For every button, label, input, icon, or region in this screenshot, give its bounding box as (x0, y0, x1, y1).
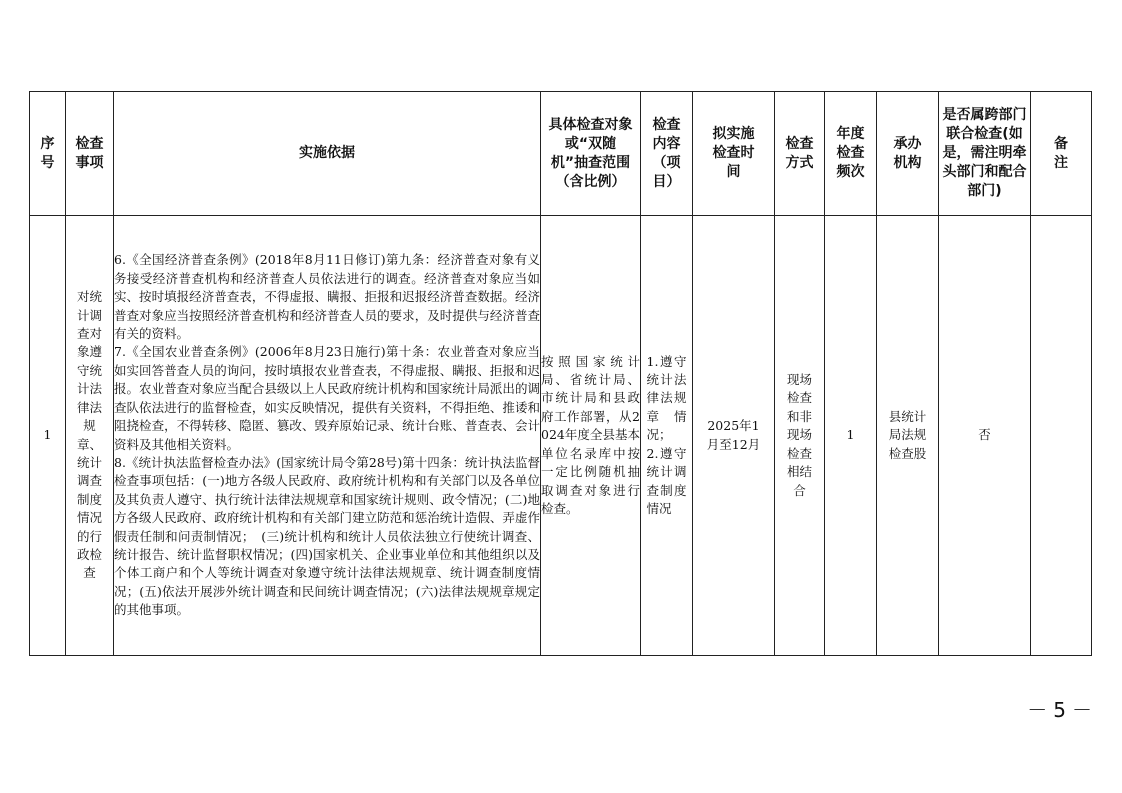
header-scope: 具体检查对象或“双随机”抽查范围（含比例） (541, 92, 641, 216)
header-content: 检查内容（项目） (641, 92, 693, 216)
cell-seq: 1 (30, 216, 66, 656)
page-number: －5－ (1027, 698, 1098, 722)
cell-freq: 1 (825, 216, 877, 656)
header-row (30, 92, 1092, 216)
cell-content (641, 216, 693, 656)
cell-basis (114, 216, 541, 656)
header-joint: 是否属跨部门联合检查(如是，需注明牵头部门和配合部门) (939, 92, 1031, 216)
cell-time: 2025年1月至12月 (693, 216, 775, 656)
basis-clause: 7.《全国农业普查条例》(2006年8月23日施行)第十条：农业普查对象应当如实回答普查人员的询问，按时填报农业普查表，不得虚报、瞒报、拒报和迟报。农业普查对象应当配合县级以上人民政府统计机构和国家统计局派出的调查队依法进行的监督检查，如实反映情况，提供有关资料，不得拒绝、推诿和阻挠检查，不得转移、隐匿、篡改、毁弃原始记录、统计台账、普查表、会计资料及其他相关资料。 (114, 344, 540, 452)
header-method: 检查方式 (775, 92, 825, 216)
header-freq: 年度检查频次 (825, 92, 877, 216)
content-item: 1.遵守统计法律法规章情况； (646, 353, 687, 443)
cell-item: 对统计调查对象遵守统计法律法规章、统计调查制度情况的行政检查 (66, 216, 114, 656)
cell-org: 县统计局法规检查股 (877, 216, 939, 656)
content-item: 2.遵守统计调查制度情况 (646, 445, 687, 516)
inspection-plan-table (29, 91, 1092, 656)
header-basis: 实施依据 (114, 92, 541, 216)
cell-joint: 否 (939, 216, 1031, 656)
header-time: 拟实施检查时间 (693, 92, 775, 216)
cell-scope: 按照国家统计局、省统计局、市统计局和县政府工作部署，从2024年度全县基本单位名录库中按一定比例随机抽取调查对象进行检查。 (541, 216, 641, 656)
header-remark: 备注 (1031, 92, 1092, 216)
table-row (30, 216, 1092, 656)
header-item: 检查事项 (66, 92, 114, 216)
basis-clause: 8.《统计执法监督检查办法》(国家统计局令第28号)第十四条：统计执法监督检查事项包括：(一)地方各级人民政府、政府统计机构和有关部门以及各单位及其负责人遵守、执行统计法律法规规章和国家统计规则、政令情况；(二)地方各级人民政府、政府统计机构和有关部门建立防范和惩治统计造假、弄虚作假责任制和问责制情况； (三)统计机构和统计人员依法独立行使统计调查、统计报告、统计监督职权情况；(四)国家机关、企业事业单位和其他组织以及个体工商户和个人等统计调查对象遵守统计法律法规规章、统计调查制度情况；(五)依法开展涉外统计调查和民间统计调查情况；(六)法律法规规章规定的其他事项。 (114, 454, 540, 618)
header-seq: 序号 (30, 92, 66, 216)
header-org: 承办机构 (877, 92, 939, 216)
basis-clause: 6.《全国经济普查条例》(2018年8月11日修订)第九条：经济普查对象有义务接受经济普查机构和经济普查人员依法进行的调查。经济普查对象应当如实、按时填报经济普查表，不得虚报、瞒报、拒报和迟报经济普查数据。经济普查对象应当按照经济普查机构和经济普查人员的要求，及时提供与经济普查有关的资料。 (114, 252, 540, 342)
cell-remark (1031, 216, 1092, 656)
cell-method: 现场检查和非现场检查相结合 (775, 216, 825, 656)
